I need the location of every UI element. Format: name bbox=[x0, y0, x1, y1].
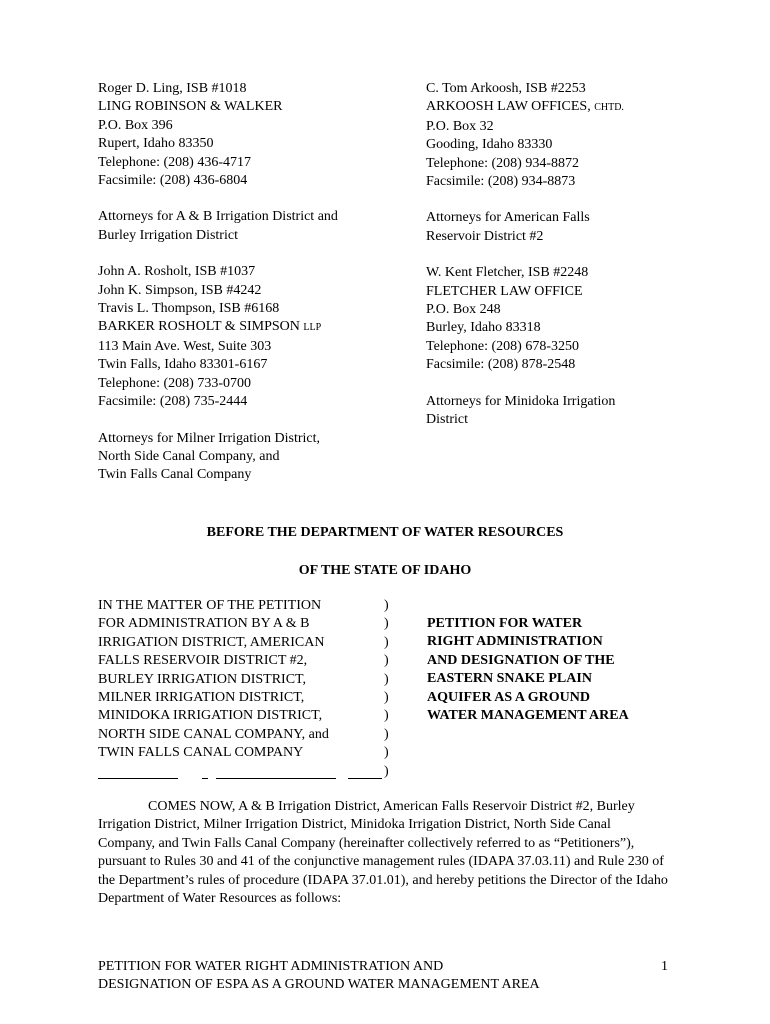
facsimile-line: Facsimile: (208) 436-6804 bbox=[98, 173, 248, 189]
caption-underline bbox=[216, 777, 336, 779]
caption-underline bbox=[98, 777, 178, 779]
arkoosh-counsel-block bbox=[426, 80, 726, 191]
ling-clients-block bbox=[98, 208, 408, 245]
document-title-line: AND DESIGNATION OF THE bbox=[427, 652, 615, 668]
address-line: P.O. Box 396 bbox=[98, 117, 173, 133]
telephone-line: Telephone: (208) 436-4717 bbox=[98, 154, 251, 170]
attorney-line: John A. Rosholt, ISB #1037 bbox=[98, 264, 256, 280]
left-attorney-column bbox=[98, 80, 408, 503]
attorney-line: Travis L. Thompson, ISB #6168 bbox=[98, 301, 280, 317]
document-title-line: EASTERN SNAKE PLAIN bbox=[427, 671, 592, 687]
address-line: P.O. Box 248 bbox=[426, 302, 501, 318]
caption-paren: ) bbox=[384, 745, 389, 761]
firm-suffix: LLP bbox=[303, 322, 322, 334]
caption-paren: ) bbox=[384, 671, 389, 687]
caption-line: MILNER IRRIGATION DISTRICT, bbox=[98, 690, 305, 706]
firm-name bbox=[426, 98, 726, 117]
fletcher-counsel-block bbox=[426, 264, 726, 374]
facsimile-line: Facsimile: (208) 934-8873 bbox=[426, 174, 576, 190]
firm-name: LING ROBINSON & WALKER bbox=[98, 99, 283, 115]
firm-name bbox=[98, 318, 408, 337]
caption-document-title bbox=[427, 615, 727, 725]
facsimile-line: Facsimile: (208) 735-2444 bbox=[98, 394, 248, 410]
caption-paren: ) bbox=[384, 763, 389, 779]
attorney-line: W. Kent Fletcher, ISB #2248 bbox=[426, 265, 589, 281]
telephone-line: Telephone: (208) 733-0700 bbox=[98, 375, 251, 391]
court-heading bbox=[0, 524, 770, 542]
address-line: Burley, Idaho 83318 bbox=[426, 320, 541, 336]
document-title-line: WATER MANAGEMENT AREA bbox=[427, 708, 629, 724]
address-line: 113 Main Ave. West, Suite 303 bbox=[98, 338, 272, 354]
client-line: Attorneys for A & B Irrigation District and bbox=[98, 209, 338, 225]
caption-line: NORTH SIDE CANAL COMPANY, and bbox=[98, 726, 329, 742]
caption-paren: ) bbox=[384, 616, 389, 632]
caption-line: BURLEY IRRIGATION DISTRICT, bbox=[98, 671, 307, 687]
firm-name-text: ARKOOSH LAW OFFICES, bbox=[426, 99, 591, 115]
client-line: North Side Canal Company, and bbox=[98, 448, 280, 464]
body-section bbox=[98, 798, 670, 908]
client-line: Twin Falls Canal Company bbox=[98, 467, 252, 483]
court-heading-line2: OF THE STATE OF IDAHO bbox=[298, 563, 472, 578]
caption-parens bbox=[384, 597, 394, 781]
caption-paren: ) bbox=[384, 708, 389, 724]
facsimile-line: Facsimile: (208) 878-2548 bbox=[426, 357, 576, 373]
fletcher-clients-block bbox=[426, 393, 726, 430]
caption-paren: ) bbox=[384, 634, 389, 650]
telephone-line: Telephone: (208) 678-3250 bbox=[426, 338, 579, 354]
caption-line: FALLS RESERVOIR DISTRICT #2, bbox=[98, 653, 308, 669]
client-line: Attorneys for Minidoka Irrigation bbox=[426, 393, 616, 409]
attorney-line: John K. Simpson, ISB #4242 bbox=[98, 282, 262, 298]
firm-name-text: BARKER ROSHOLT & SIMPSON bbox=[98, 319, 300, 335]
address-line: Rupert, Idaho 83350 bbox=[98, 136, 214, 152]
caption-line: FOR ADMINISTRATION BY A & B bbox=[98, 616, 310, 632]
attorney-line: Roger D. Ling, ISB #1018 bbox=[98, 81, 247, 96]
footer-title-line2: DESIGNATION OF ESPA AS A GROUND WATER MANAGEMENT AREA bbox=[98, 977, 540, 993]
attorney-line: C. Tom Arkoosh, ISB #2253 bbox=[426, 81, 586, 96]
rosholt-counsel-block bbox=[98, 263, 408, 411]
caption-paren: ) bbox=[384, 726, 389, 742]
document-title-line: RIGHT ADMINISTRATION bbox=[427, 634, 603, 650]
court-heading-line1: BEFORE THE DEPARTMENT OF WATER RESOURCES bbox=[206, 525, 564, 540]
address-line: P.O. Box 32 bbox=[426, 118, 494, 134]
caption-parties bbox=[98, 597, 383, 781]
client-line: Burley Irrigation District bbox=[98, 227, 238, 243]
telephone-line: Telephone: (208) 934-8872 bbox=[426, 155, 579, 171]
caption-line: TWIN FALLS CANAL COMPANY bbox=[98, 745, 304, 761]
body-paragraph: COMES NOW, A & B Irrigation District, American Falls Reservoir District #2, Burley Irrigation District, Milner Irrigation District, Minidoka Irrigation District, North Side Canal Company, and Twin Falls Canal Company (hereinafter collectively referred to as “Petitioners”), pursuant to Rules 30 and 41 of the conjunctive management rules (IDAPA 37.03.11) and Rule 230 of the Department’s rules of procedure (IDAPA 37.01.01), and hereby petitions the Director of the Idaho Department of Water Resources as follows: bbox=[98, 799, 668, 907]
client-line: Attorneys for Milner Irrigation District, bbox=[98, 430, 321, 446]
client-line: Reservoir District #2 bbox=[426, 228, 544, 244]
arkoosh-clients-block bbox=[426, 209, 726, 246]
caption-paren: ) bbox=[384, 653, 389, 669]
right-attorney-column bbox=[426, 80, 726, 448]
caption-underline bbox=[348, 777, 382, 779]
court-heading-state bbox=[0, 562, 770, 580]
client-line: Attorneys for American Falls bbox=[426, 210, 590, 226]
caption-line: IN THE MATTER OF THE PETITION bbox=[98, 598, 322, 613]
document-title-line: PETITION FOR WATER bbox=[427, 616, 583, 631]
ling-counsel-block bbox=[98, 80, 408, 190]
caption-rule bbox=[98, 763, 383, 781]
caption-line: MINIDOKA IRRIGATION DISTRICT, bbox=[98, 708, 323, 724]
footer-title-line1: PETITION FOR WATER RIGHT ADMINISTRATION AND bbox=[98, 959, 444, 974]
caption-line: IRRIGATION DISTRICT, AMERICAN bbox=[98, 634, 325, 650]
caption-underline bbox=[202, 777, 208, 779]
page-number: 1 bbox=[661, 959, 668, 974]
firm-name: FLETCHER LAW OFFICE bbox=[426, 283, 583, 299]
rosholt-clients-block bbox=[98, 430, 408, 485]
caption-paren: ) bbox=[384, 598, 389, 613]
address-line: Gooding, Idaho 83330 bbox=[426, 137, 553, 153]
document-title-line: AQUIFER AS A GROUND bbox=[427, 689, 590, 705]
caption-paren: ) bbox=[384, 690, 389, 706]
address-line: Twin Falls, Idaho 83301-6167 bbox=[98, 357, 268, 373]
firm-suffix: CHTD. bbox=[594, 102, 624, 114]
page-footer bbox=[98, 958, 678, 995]
client-line: District bbox=[426, 412, 468, 428]
